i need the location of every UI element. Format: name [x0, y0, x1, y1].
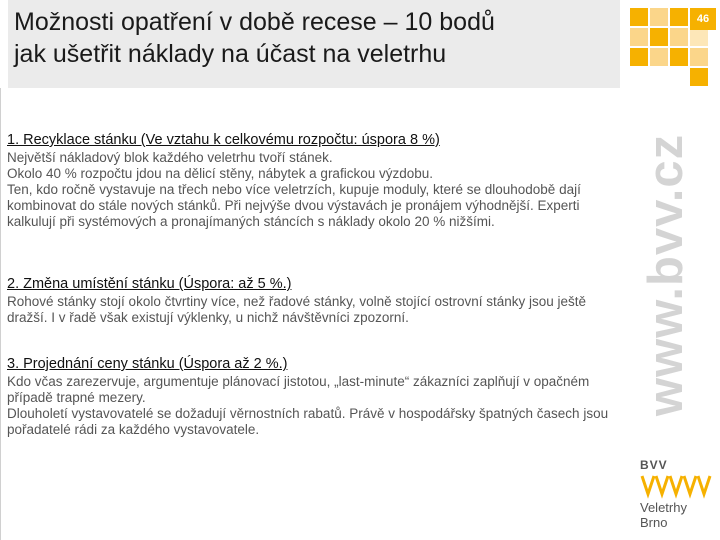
section-heading: 1. Recyklace stánku (Ve vztahu k celkovému rozpočtu: úspora 8 %): [7, 132, 440, 148]
square-decoration: [630, 28, 648, 46]
square-decoration: [690, 68, 708, 86]
square-decoration: [690, 28, 708, 46]
square-decoration: [650, 28, 668, 46]
square-decoration: [670, 28, 688, 46]
page-number-badge: 46: [690, 8, 716, 30]
bvv-logo-icon: [638, 472, 718, 502]
square-decoration: [670, 48, 688, 66]
section-body: Kdo včas zarezervuje, argumentuje plánovací jistotou, „last-minute“ zákazníci zaplňují v opačném případě trapné mezery. Dlouholetí vystavovatelé se dožadují věrnostních rabatů. Právě v hospodářsky špatných časech jsou pořadatelé rádi za každého vystavovatele.: [7, 374, 609, 437]
square-decoration: [690, 48, 708, 66]
square-decoration: [650, 48, 668, 66]
bvv-logo: [636, 454, 716, 538]
section-heading: 2. Změna umístění stánku (Úspora: až 5 %.): [7, 276, 292, 292]
square-decoration: [630, 8, 648, 26]
section-price: [7, 355, 619, 438]
section-body: Rohové stánky stojí okolo čtvrtiny více, než řadové stánky, volně stojící ostrovní stánky jsou ještě dražší. I v řadě však existují výklenky, u nichž návštěvníci zpozorní.: [7, 294, 587, 325]
left-divider: [0, 88, 1, 540]
square-decoration: [670, 8, 688, 26]
square-decoration: [650, 8, 668, 26]
section-recycling: [7, 131, 619, 230]
section-location: [7, 275, 619, 326]
vertical-url-watermark: www.bvv.cz: [639, 133, 693, 417]
square-decoration: [630, 48, 648, 66]
logo-name: Veletrhy Brno: [640, 500, 687, 530]
slide-title: Možnosti opatření v době recese – 10 bodů jak ušetřit náklady na účast na veletrhu: [14, 8, 495, 68]
section-heading: 3. Projednání ceny stánku (Úspora až 2 %.): [7, 356, 288, 372]
section-body: Největší nákladový blok každého veletrhu tvoří stánek. Okolo 40 % rozpočtu jdou na dělicí stěny, nábytek a grafickou výzdobu. Ten, kdo ročně vystavuje na třech nebo více veletrzích, kupuje moduly, které se dlouhodobě dají kombinovat do stále nových stánků. Při nejvýše dvou výstavách je pronájem výhodnější. Experti kalkulují při systémových a pronajímaných stáncích s náklady okolo 20 % nižšími.: [7, 150, 581, 229]
logo-abbreviation: BVV: [640, 458, 668, 472]
